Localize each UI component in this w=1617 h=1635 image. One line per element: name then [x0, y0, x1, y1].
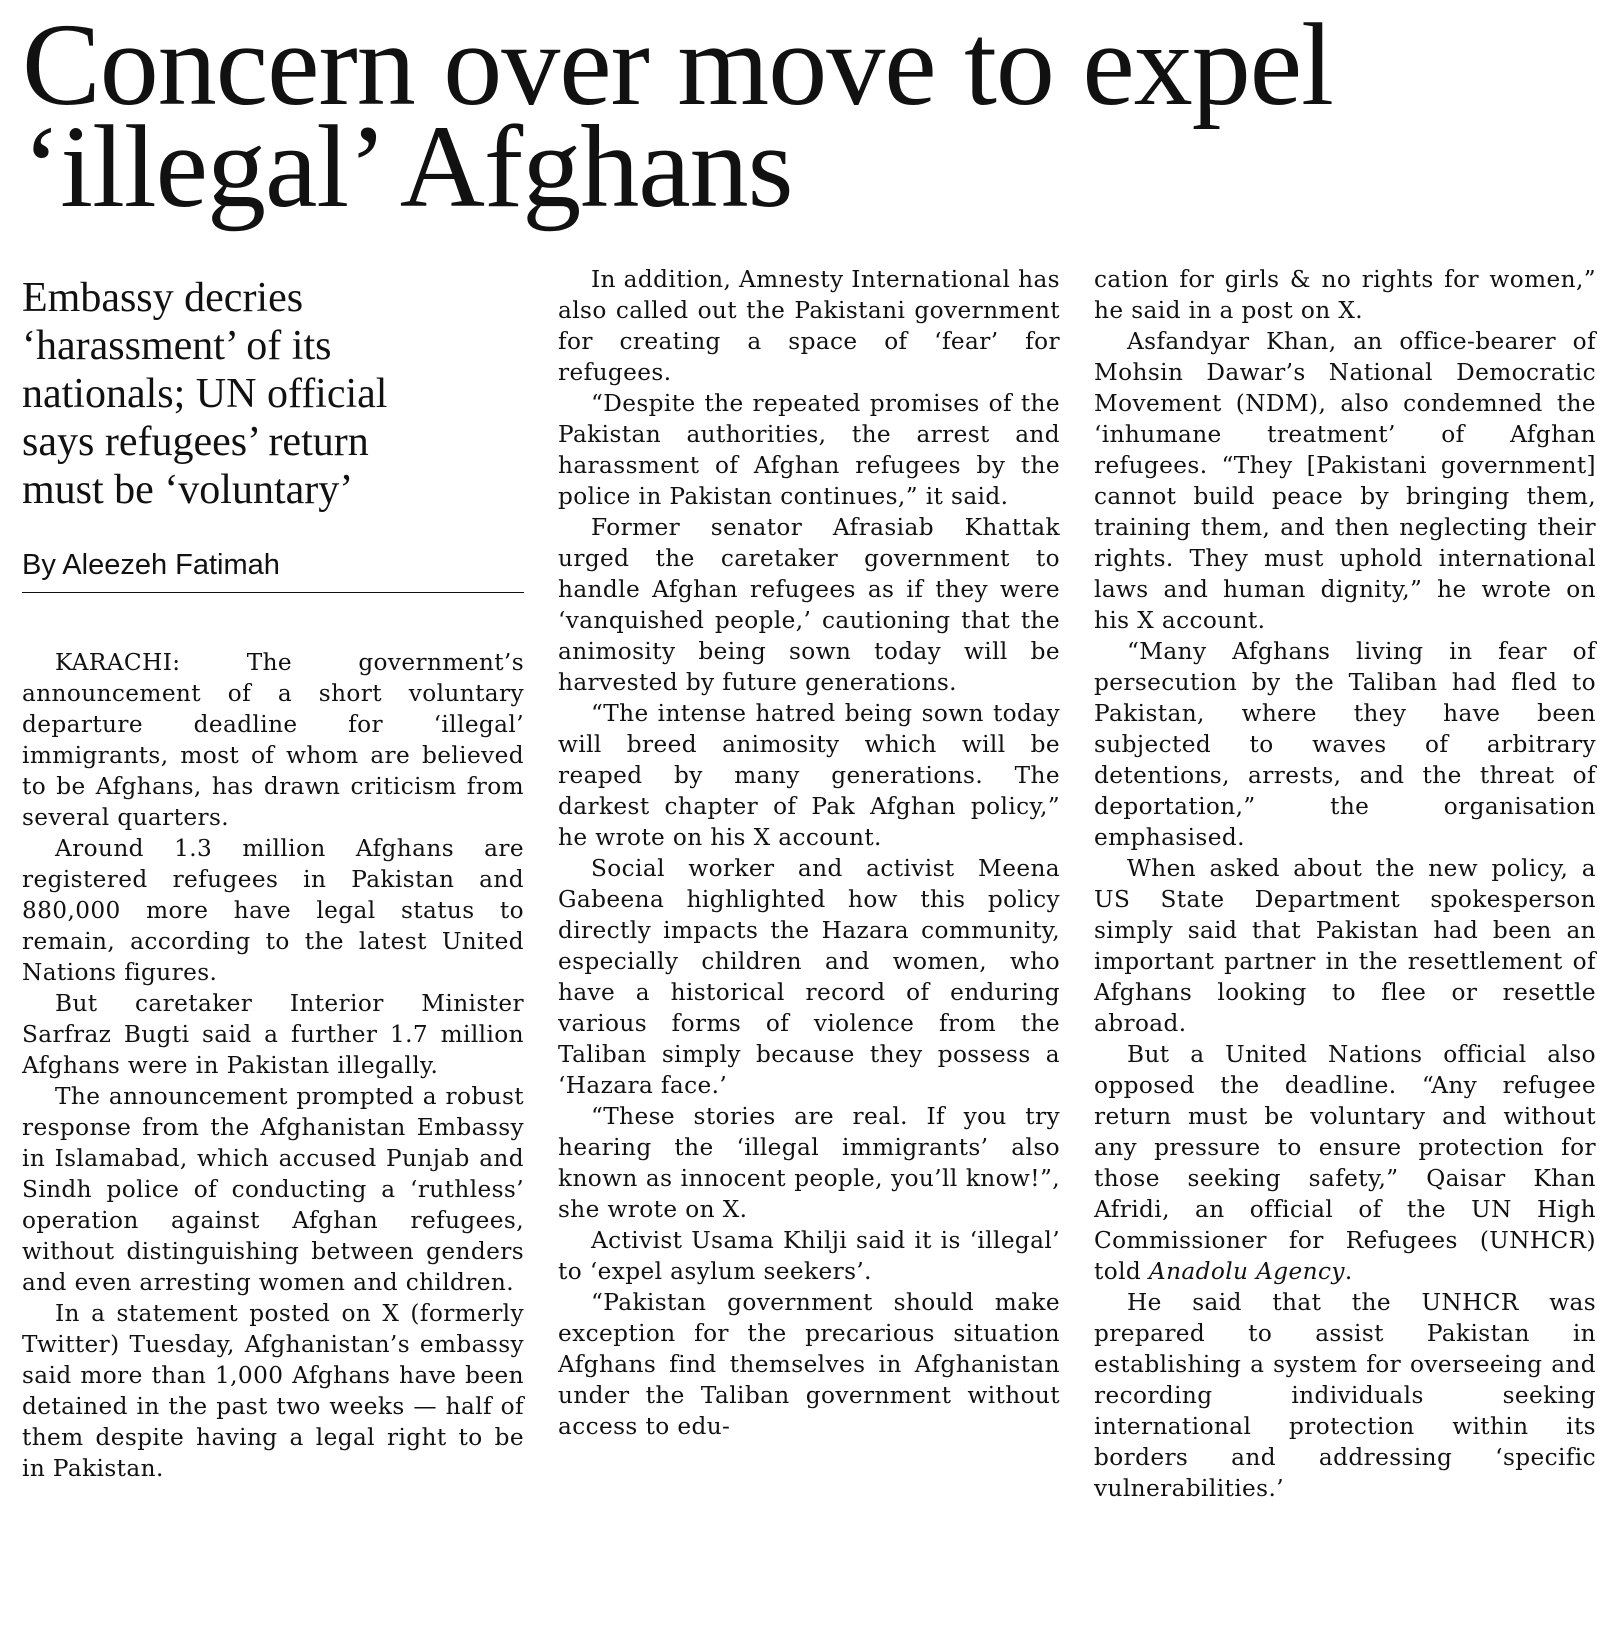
headline [22, 0, 1592, 232]
deck [22, 274, 524, 514]
column-2-body [558, 264, 1060, 1442]
paragraph: When asked about the new policy, a US State Department spokesperson simply said that Pakistan had been an important partner in the resettlement of Afghans looking to flee or resettle abroad. [1094, 855, 1596, 1037]
column-1-body [22, 647, 524, 1484]
paragraph: “These stories are real. If you try hearing the ‘illegal immigrants’ also known as innocent people, you’ll know!”, she wrote on X. [558, 1103, 1060, 1223]
paragraph: But caretaker Interior Minister Sarfraz Bugti said a further 1.7 million Afghans were in Pakistan illegally. [22, 990, 524, 1079]
paragraph: In addition, Amnesty International has also called out the Pakistani government for creating a space of ‘fear’ for refugees. [558, 266, 1060, 386]
paragraph: Social worker and activist Meena Gabeena highlighted how this policy directly impacts the Hazara community, especially children and women, who have a historical record of enduring various forms of violence from the Taliban simply because they possess a ‘Hazara face.’ [558, 855, 1060, 1099]
source-name: Anadolu Agency [1148, 1258, 1345, 1285]
unhcr-text: But a United Nations official also opposed the deadline. “Any refugee return must be voluntary and without any pressure to ensure protection for those seeking safety,” Qaisar Khan Afridi, an official of the UN High Commissioner for Refugees (UNHCR) told [1094, 1041, 1596, 1285]
byline: By Aleezeh Fatimah [22, 548, 524, 593]
paragraph-unhcr [1094, 1039, 1596, 1287]
deck-line-1: Embassy decries [22, 275, 304, 321]
unhcr-period: . [1344, 1258, 1353, 1285]
paragraph: In a statement posted on X (formerly Twitter) Tuesday, Afghanistan’s embassy said more than 1,000 Afghans have been detained in the past two weeks — half of them despite having a legal right to be in Pakistan. [22, 1300, 524, 1482]
paragraph: He said that the UNHCR was prepared to assist Pakistan in establishing a system for overseeing and recording individuals seeking international protection within its borders and addressing ‘specific vulnerabilities.’ [1094, 1289, 1596, 1502]
headline-line-1: Concern over move to expel [22, 0, 1333, 130]
paragraph: “The intense hatred being sown today will breed animosity which will be reaped by many generations. The darkest chapter of Pak Afghan policy,” he wrote on his X account. [558, 700, 1060, 851]
column-2 [558, 264, 1060, 1442]
paragraph: “Many Afghans living in fear of persecution by the Taliban had fled to Pakistan, where they have been subjected to waves of arbitrary detentions, arrests, and the threat of deportation,” the organisation emphasised. [1094, 638, 1596, 851]
column-1 [22, 264, 524, 1484]
paragraph: Around 1.3 million Afghans are registered refugees in Pakistan and 880,000 more have legal status to remain, according to the latest United Nations figures. [22, 835, 524, 986]
deck-line-3: nationals; UN official [22, 371, 388, 417]
paragraph: Former senator Afrasiab Khattak urged the caretaker government to handle Afghan refugees as if they were ‘vanquished people,’ cautioning that the animosity being sown today will be harvested by future generations. [558, 514, 1060, 696]
column-3 [1094, 264, 1596, 1504]
column-3-body [1094, 264, 1596, 1504]
paragraph: Activist Usama Khilji said it is ‘illegal’ to ‘expel asylum seekers’. [558, 1227, 1060, 1285]
paragraph: “Pakistan government should make exception for the precarious situation Afghans find themselves in Afghanistan under the Taliban government without access to edu- [558, 1289, 1060, 1440]
paragraph: KARACHI: The government’s announcement of a short voluntary departure deadline for ‘illegal’ immigrants, most of whom are believed to be Afghans, has drawn criticism from several quarters. [22, 649, 524, 831]
paragraph-continuation: cation for girls & no rights for women,” he said in a post on X. [1094, 266, 1596, 324]
deck-line-5: must be ‘voluntary’ [22, 467, 354, 513]
paragraph: “Despite the repeated promises of the Pakistan authorities, the arrest and harassment of Afghan refugees by the police in Pakistan continues,” it said. [558, 390, 1060, 510]
paragraph: The announcement prompted a robust response from the Afghanistan Embassy in Islamabad, which accused Punjab and Sindh police of conducting a ‘ruthless’ operation against Afghan refugees, without distinguishing between genders and even arresting women and children. [22, 1083, 524, 1296]
deck-line-4: says refugees’ return [22, 419, 369, 465]
deck-line-2: ‘harassment’ of its [22, 323, 332, 369]
headline-line-2: ‘illegal’ Afghans [22, 101, 793, 232]
paragraph: Asfandyar Khan, an office-bearer of Mohsin Dawar’s National Democratic Movement (NDM), also condemned the ‘inhumane treatment’ of Afghan refugees. “They [Pakistani government] cannot build peace by bringing them, training them, and then neglecting their rights. They must uphold international laws and human dignity,” he wrote on his X account. [1094, 328, 1596, 634]
